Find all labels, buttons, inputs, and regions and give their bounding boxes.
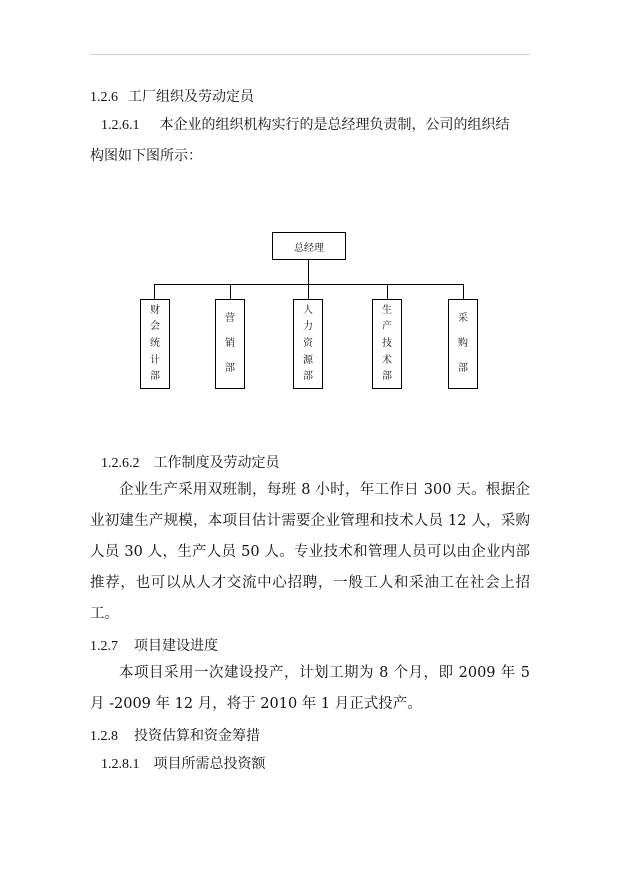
heading-number: 1.2.6.2 xyxy=(101,456,140,471)
heading-title: 工厂组织及劳动定员 xyxy=(128,89,254,105)
work-system-paragraph: 企业生产采用双班制，每班 8 小时，年工作日 300 天。根据企业初建生产规模，本项目估计需要企业管理和技术人员 12 人，采购人员 30 人，生产人员 50 人。专业技术和管理人员可以由企业内部推荐，也可以从人才交流中心招聘，一般工人和采油工在社会上招工。 xyxy=(90,482,530,622)
intro-line-1: 本企业的组织机构实行的是总经理负责制，公司的组织结 xyxy=(159,117,510,133)
heading-title: 项目建设进度 xyxy=(134,638,218,654)
heading-1-2-7 xyxy=(90,637,218,656)
heading-number: 1.2.6.1 xyxy=(101,118,140,133)
heading-1-2-8 xyxy=(90,727,260,746)
heading-number: 1.2.8 xyxy=(90,729,118,744)
org-box-hr: 人 力 资 源 部 xyxy=(293,299,323,389)
header-rule xyxy=(90,54,530,55)
heading-number: 1.2.7 xyxy=(90,639,118,654)
connector-root xyxy=(308,260,309,284)
heading-1-2-6-1 xyxy=(101,116,510,135)
connector-dept-4 xyxy=(387,284,388,299)
org-box-sales: 营 销 部 xyxy=(215,299,245,389)
schedule-paragraph: 本项目采用一次建设投产，计划工期为 8 个月，即 2009 年 5 月 -2009 年 12 月，将于 2010 年 1 月正式投产。 xyxy=(90,665,530,712)
org-box-purchasing: 采 购 部 xyxy=(448,299,478,389)
connector-dept-5 xyxy=(463,284,464,299)
heading-title: 投资估算和资金筹措 xyxy=(134,728,260,744)
heading-title: 工作制度及劳动定员 xyxy=(153,455,280,471)
intro-line-2: 构图如下图所示： xyxy=(90,148,202,164)
connector-dept-3 xyxy=(308,284,309,299)
org-box-general-manager: 总经理 xyxy=(272,232,346,260)
heading-1-2-6 xyxy=(90,88,254,107)
connector-dept-2 xyxy=(230,284,231,299)
org-box-finance: 财 会 统 计 部 xyxy=(140,299,170,389)
heading-number: 1.2.6 xyxy=(90,90,118,105)
heading-1-2-8-1 xyxy=(101,755,266,774)
org-box-production-tech: 生 产 技 术 部 xyxy=(372,299,402,389)
heading-1-2-6-2 xyxy=(101,454,280,473)
heading-number: 1.2.8.1 xyxy=(101,757,140,772)
connector-dept-1 xyxy=(154,284,155,299)
heading-title: 项目所需总投资额 xyxy=(153,756,266,772)
